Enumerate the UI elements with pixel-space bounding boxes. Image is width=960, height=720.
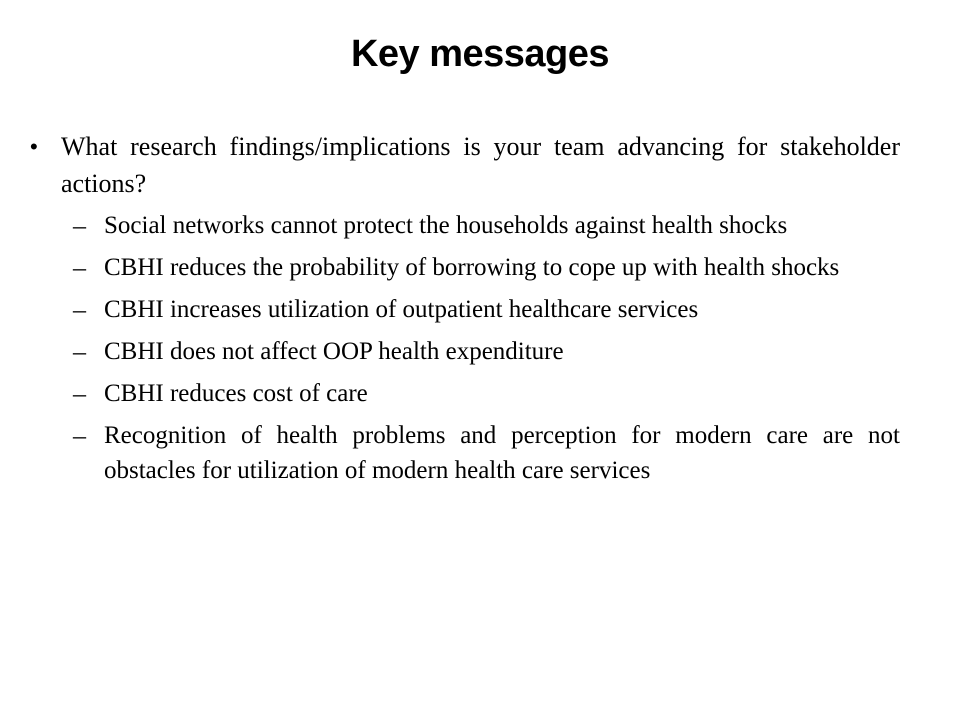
bullet-text: What research findings/implications is your team advancing for stakeholder actions? [61, 132, 900, 198]
sub-item-text: CBHI increases utilization of outpatient healthcare services [104, 296, 699, 323]
sub-item-marker: – [73, 211, 86, 240]
slide-title: Key messages [350, 33, 610, 75]
sub-item-marker: – [73, 421, 86, 450]
bullet-marker: • [30, 134, 38, 159]
sub-list [73, 208, 900, 488]
sub-item-text: CBHI reduces cost of care [104, 380, 368, 407]
sub-item-marker: – [73, 337, 86, 366]
sub-item-text: Recognition of health problems and perception for modern care are not obstacles for utilization of modern health care services [104, 422, 900, 484]
sub-item-marker: – [73, 295, 86, 324]
sub-item-text: Social networks cannot protect the households against health shocks [104, 212, 788, 239]
sub-item-text: CBHI does not affect OOP health expenditure [104, 338, 564, 365]
bullet-item [30, 128, 900, 202]
slide-content [30, 128, 900, 495]
sub-item-text: CBHI reduces the probability of borrowing to cope up with health shocks [104, 254, 840, 281]
sub-item-marker: – [73, 379, 86, 408]
sub-item [73, 376, 900, 411]
sub-item [73, 208, 900, 243]
sub-item [73, 250, 900, 285]
sub-item [73, 418, 900, 488]
sub-item [73, 334, 900, 369]
sub-item [73, 292, 900, 327]
sub-item-marker: – [73, 253, 86, 282]
